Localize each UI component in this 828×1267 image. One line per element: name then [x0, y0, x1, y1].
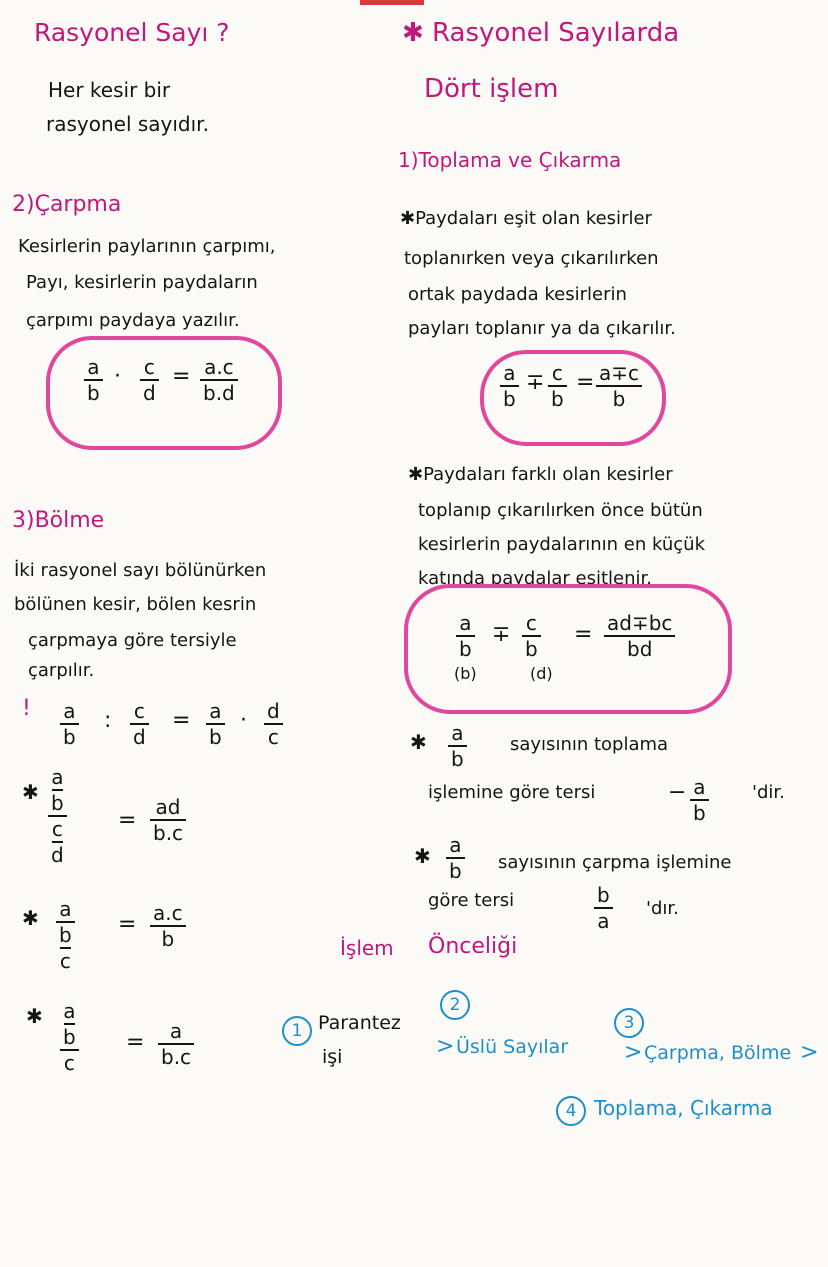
step-1-circle: 1 — [282, 1016, 312, 1046]
star-icon: ✱ — [410, 730, 427, 754]
star-icon: ✱ — [414, 844, 431, 868]
farkli-payda-result: ad∓bc bd — [604, 612, 675, 660]
bolme-ex4-equals: = — [126, 1030, 145, 1055]
step-separator-2: > — [624, 1040, 643, 1065]
carpma-tersi-frac: a b — [446, 834, 465, 882]
definition-line-1: Her kesir bir — [48, 78, 171, 102]
step-2-label: Üslü Sayılar — [456, 1036, 569, 1058]
farkli-payda-frac-1: a b — [456, 612, 475, 660]
esit-payda-result: a∓c b — [596, 362, 642, 410]
carpma-dot: · — [114, 364, 121, 389]
toplama-tersi-text-2: işlemine göre tersi — [428, 782, 596, 803]
carpma-tersi-text-2: göre tersi — [428, 890, 515, 911]
bolme-ex3-equals: = — [118, 912, 137, 937]
carpma-line-3: çarpımı paydaya yazılır. — [26, 310, 240, 331]
bolme-line-2: bölünen kesir, bölen kesrin — [14, 594, 257, 615]
carpma-formula-cloud — [46, 336, 282, 450]
rasyonel-sayi-title: Rasyonel Sayı ? — [34, 18, 230, 47]
esit-payda-equals: = — [576, 370, 595, 395]
bolme-line-4: çarpılır. — [28, 660, 95, 681]
bolme-ex3-result: a.c b — [150, 902, 186, 950]
dort-islem-title-line-2: Dört işlem — [424, 74, 559, 104]
esit-payda-line-2: toplanırken veya çıkarılırken — [404, 248, 659, 269]
bolme-marker: ! — [22, 696, 31, 721]
top-edge-mark — [360, 0, 424, 5]
bolme-ex3-complex: a b c — [56, 898, 75, 972]
farkli-payda-op: ∓ — [492, 622, 511, 647]
step-separator-3: > — [800, 1040, 819, 1065]
definition-line-2: rasyonel sayıdır. — [46, 112, 209, 136]
bolme-heading: 3)Bölme — [12, 508, 105, 533]
bolme-ex2-result: ad b.c — [150, 796, 186, 844]
carpma-fraction-1: a b — [84, 356, 103, 404]
bolme-ex1-frac-d: d c — [264, 700, 283, 748]
islem-onceligi-title-part-2: Önceliği — [428, 934, 518, 959]
bolme-line-3: çarpmaya göre tersiyle — [28, 630, 237, 651]
farkli-payda-equals: = — [574, 622, 593, 647]
step-2-circle: 2 — [440, 990, 470, 1020]
esit-payda-frac-2: c b — [548, 362, 567, 410]
esit-payda-line-4: payları toplanır ya da çıkarılır. — [408, 318, 676, 339]
bolme-ex1-dot: · — [240, 708, 247, 733]
bolme-ex1-colon: : — [104, 708, 112, 733]
carpma-tersi-text-1: sayısının çarpma işlemine — [498, 852, 732, 873]
esit-payda-line-1: ✱Paydaları eşit olan kesirler — [400, 208, 652, 229]
step-1-label-2: işi — [322, 1046, 343, 1068]
farkli-payda-formula-cloud — [404, 584, 732, 714]
carpma-result: a.c b.d — [200, 356, 238, 404]
carpma-tersi-suffix: 'dır. — [646, 898, 679, 919]
star-icon: ✱ — [22, 906, 39, 930]
star-icon: ✱ — [26, 1004, 43, 1028]
step-4-circle: 4 — [556, 1096, 586, 1126]
dort-islem-title-line-1: ✱ Rasyonel Sayılarda — [402, 18, 680, 48]
farkli-payda-mult-2: (d) — [530, 664, 553, 683]
farkli-payda-line-3: kesirlerin paydalarının en küçük — [418, 534, 705, 555]
bolme-line-1: İki rasyonel sayı bölünürken — [14, 560, 267, 581]
esit-payda-frac-1: a b — [500, 362, 519, 410]
carpma-heading: 2)Çarpma — [12, 192, 122, 217]
step-1-label: Parantez — [318, 1012, 401, 1034]
esit-payda-op: ∓ — [526, 370, 545, 395]
step-3-label: Çarpma, Bölme — [644, 1042, 792, 1064]
farkli-payda-frac-2: c b — [522, 612, 541, 660]
bolme-ex1-equals: = — [172, 708, 191, 733]
toplama-tersi-text-1: sayısının toplama — [510, 734, 669, 755]
toplama-tersi-inverse: a b — [690, 776, 709, 824]
farkli-payda-mult-1: (b) — [454, 664, 477, 683]
carpma-fraction-2: c d — [140, 356, 159, 404]
step-3-circle: 3 — [614, 1008, 644, 1038]
carpma-line-1: Kesirlerin paylarının çarpımı, — [18, 236, 276, 257]
toplama-tersi-minus: − — [668, 780, 687, 805]
carpma-equals: = — [172, 364, 191, 389]
farkli-payda-line-2: toplanıp çıkarılırken önce bütün — [418, 500, 703, 521]
step-separator-1: > — [436, 1034, 455, 1059]
toplama-cikarma-heading: 1)Toplama ve Çıkarma — [398, 148, 622, 172]
carpma-tersi-inverse: b a — [594, 884, 613, 932]
star-icon: ✱ — [22, 780, 39, 804]
bolme-ex1-frac-c: a b — [206, 700, 225, 748]
esit-payda-line-3: ortak paydada kesirlerin — [408, 284, 627, 305]
carpma-line-2: Payı, kesirlerin paydaların — [26, 272, 258, 293]
farkli-payda-line-4: katında paydalar eşitlenir. — [418, 568, 652, 589]
toplama-tersi-frac: a b — [448, 722, 467, 770]
bolme-ex4-complex: a b c — [60, 1000, 79, 1074]
step-4-label: Toplama, Çıkarma — [594, 1096, 773, 1120]
bolme-ex2-complex: a b c d — [48, 766, 67, 866]
toplama-tersi-suffix: 'dir. — [752, 782, 785, 803]
farkli-payda-line-1: ✱Paydaları farklı olan kesirler — [408, 464, 673, 485]
bolme-ex1-frac-a: a b — [60, 700, 79, 748]
bolme-ex1-frac-b: c d — [130, 700, 149, 748]
bolme-ex4-result: a b.c — [158, 1020, 194, 1068]
bolme-ex2-equals: = — [118, 808, 137, 833]
islem-onceligi-title-part-1: İşlem — [340, 936, 394, 960]
